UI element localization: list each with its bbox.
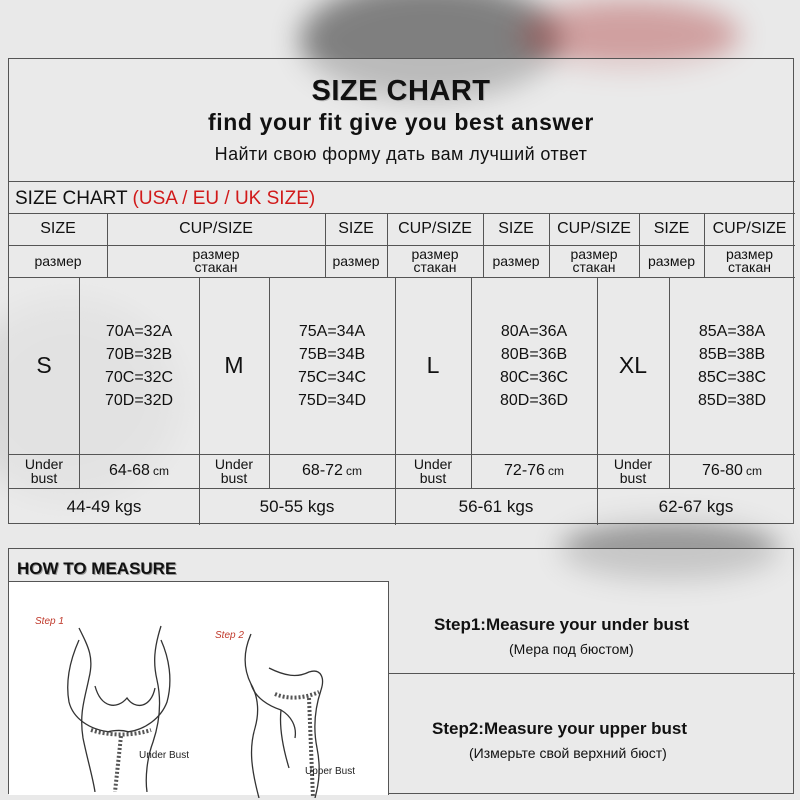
header-cup: CUP/SIZE (557, 220, 631, 237)
header-cup-ru: размер стакан (411, 246, 459, 275)
under-bust-range-m: 68-72 cm (302, 462, 362, 479)
header-size-ru: размер (332, 252, 380, 269)
under-bust-label: Under bust (613, 456, 653, 486)
weight-xl: 62-67 kgs (658, 497, 734, 516)
header-cup-ru: размер стакан (570, 246, 618, 275)
step2-text: Step2:Measure your upper bust (432, 719, 688, 738)
header-size-ru: размер (492, 252, 540, 269)
chart-header (9, 59, 793, 181)
under-bust-label: Under bust (214, 456, 254, 486)
cup-list-l: 80A=36A 80B=36B 80C=36C 80D=36D (499, 322, 569, 409)
size-letter-s: S (36, 352, 52, 378)
step1-text-ru: (Мера под бюстом) (509, 641, 634, 657)
weight-s: 44-49 kgs (66, 497, 142, 516)
under-bust-label: Under bust (413, 456, 453, 486)
header-cup-ru: размер стакан (192, 246, 240, 275)
size-chart-label: SIZE CHART (USA / EU / UK SIZE) (15, 188, 316, 209)
header-size-ru: размер (34, 252, 82, 269)
header-size: SIZE (498, 220, 534, 237)
header-cup: CUP/SIZE (179, 220, 253, 237)
page-subtitle: find your fit give you best answer (208, 109, 594, 135)
weight-l: 56-61 kgs (458, 497, 534, 516)
step2-text-ru: (Измерьте свой верхний бюст) (469, 745, 667, 761)
how-to-measure-panel (8, 548, 794, 794)
under-bust-range-l: 72-76 cm (504, 462, 564, 479)
size-chart-panel (8, 58, 794, 524)
measure-illustration (9, 581, 389, 795)
header-cup: CUP/SIZE (712, 220, 787, 237)
fig2-label: Step 2 (215, 630, 244, 641)
header-cup: CUP/SIZE (398, 220, 472, 237)
under-bust-label: Under bust (24, 456, 64, 486)
header-size: SIZE (40, 220, 76, 237)
header-size: SIZE (338, 220, 374, 237)
under-bust-range-s: 64-68 cm (109, 462, 169, 479)
header-size: SIZE (653, 220, 690, 237)
page-title: SIZE CHART (311, 75, 491, 107)
how-to-measure-title: HOW TO MEASURE (17, 559, 177, 578)
upper-bust-tag: Upper Bust (305, 766, 356, 777)
under-bust-range-xl: 76-80 cm (702, 462, 762, 479)
fig1-label: Step 1 (35, 616, 64, 627)
cup-list-m: 75A=34A 75B=34B 75C=34C 75D=34D (297, 322, 367, 409)
header-size-ru: размер (647, 252, 696, 269)
page-subtitle-ru: Найти свою форму дать вам лучший ответ (214, 144, 588, 164)
cup-list-s: 70A=32A 70B=32B 70C=32C 70D=32D (104, 322, 174, 409)
header-cup-ru: размер стакан (725, 246, 774, 275)
size-letter-xl: XL (618, 352, 648, 378)
cup-list-xl: 85A=38A 85B=38B 85C=38C 85D=38D (697, 322, 767, 409)
weight-m: 50-55 kgs (259, 497, 335, 516)
under-bust-tag: Under Bust (139, 750, 190, 761)
size-letter-m: M (224, 352, 244, 378)
step1-text: Step1:Measure your under bust (434, 615, 690, 634)
size-regions: (USA / EU / UK SIZE) (132, 188, 316, 209)
size-letter-l: L (426, 352, 440, 378)
figure-under-bust-icon (49, 618, 179, 792)
